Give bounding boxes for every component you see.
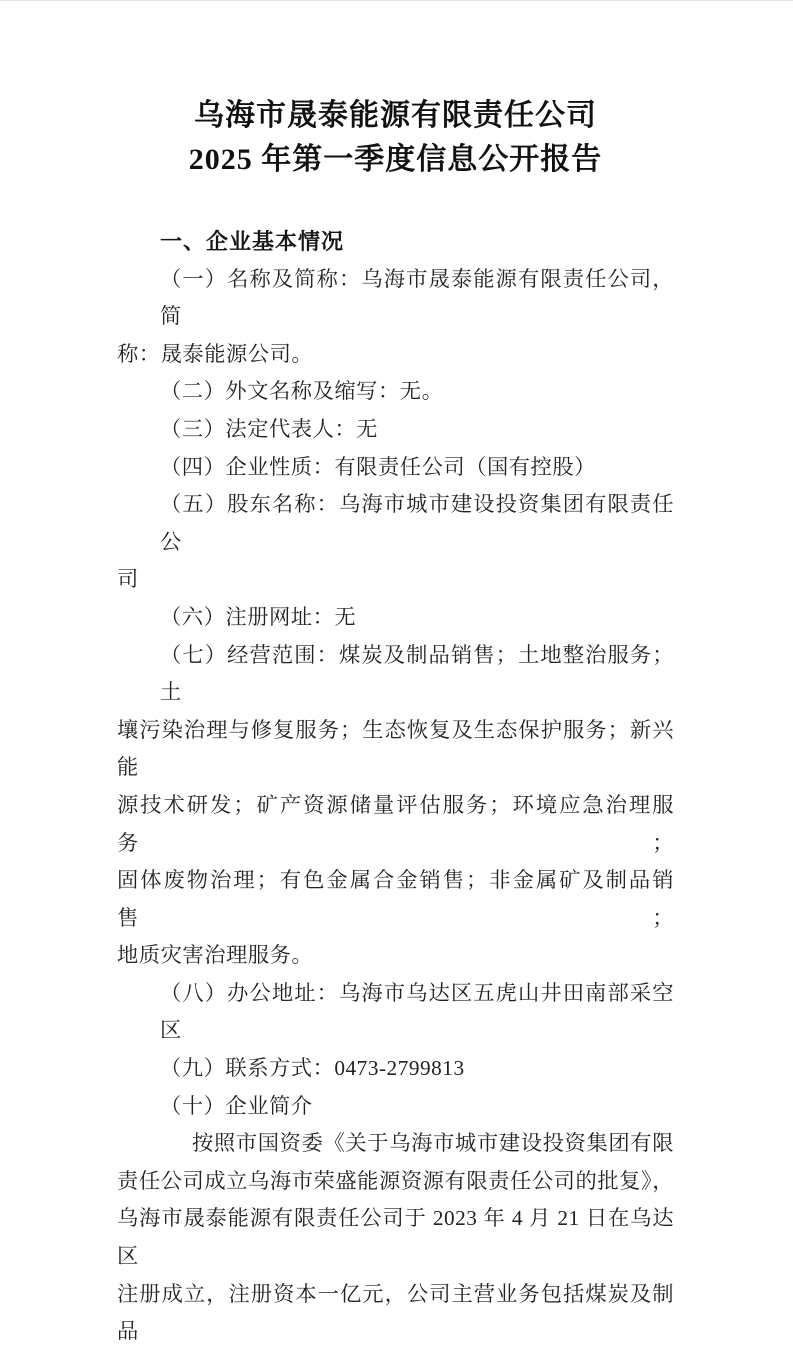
document-line: （一）名称及简称：乌海市晟泰能源有限责任公司，简 xyxy=(160,266,674,329)
document-line: （四）企业性质：有限责任公司（国有控股） xyxy=(160,454,596,479)
document-line: 源技术研发；矿产资源储量评估服务；环境应急治理服务； xyxy=(117,792,674,855)
document-line: 壤污染治理与修复服务；生态恢复及生态保护服务；新兴能 xyxy=(117,717,674,780)
document-line: 司 xyxy=(117,567,139,592)
document-line: 乌海市晟泰能源有限责任公司于 2023 年 4 月 21 日在乌达区 xyxy=(117,1206,674,1269)
document-line: 注册成立，注册资本一亿元，公司主营业务包括煤炭及制品 xyxy=(117,1281,674,1344)
document-line: （五）股东名称：乌海市城市建设投资集团有限责任公 xyxy=(160,492,674,554)
document-line: 称：晟泰能源公司。 xyxy=(117,341,314,366)
document-body xyxy=(117,261,674,1351)
document-line: （七）经营范围：煤炭及制品销售；土地整治服务；土 xyxy=(160,642,674,705)
document-line: 责任公司成立乌海市荣盛能源资源有限责任公司的批复》， xyxy=(117,1168,674,1193)
document-line: 地质灾害治理服务。 xyxy=(117,943,314,968)
document-line: （十）企业简介 xyxy=(160,1093,313,1118)
document-line: 固体废物治理；有色金属合金销售；非金属矿及制品销售； xyxy=(117,868,674,930)
document-line: （二）外文名称及缩写：无。 xyxy=(160,379,444,404)
document-line: （三）法定代表人：无 xyxy=(160,416,378,441)
document-content xyxy=(117,1,674,1351)
document-line: （六）注册网址：无 xyxy=(160,604,357,629)
document-title xyxy=(117,94,674,182)
section-heading: 一、企业基本情况 xyxy=(160,229,345,254)
document-title-line1: 乌海市晟泰能源有限责任公司 xyxy=(194,99,597,132)
document-title-line2: 2025 年第一季度信息公开报告 xyxy=(188,143,603,176)
document-line: 按照市国资委《关于乌海市城市建设投资集团有限 xyxy=(192,1131,674,1156)
document-line: （九）联系方式：0473-2799813 xyxy=(160,1056,465,1081)
document-line: （八）办公地址：乌海市乌达区五虎山井田南部采空区 xyxy=(160,980,674,1043)
